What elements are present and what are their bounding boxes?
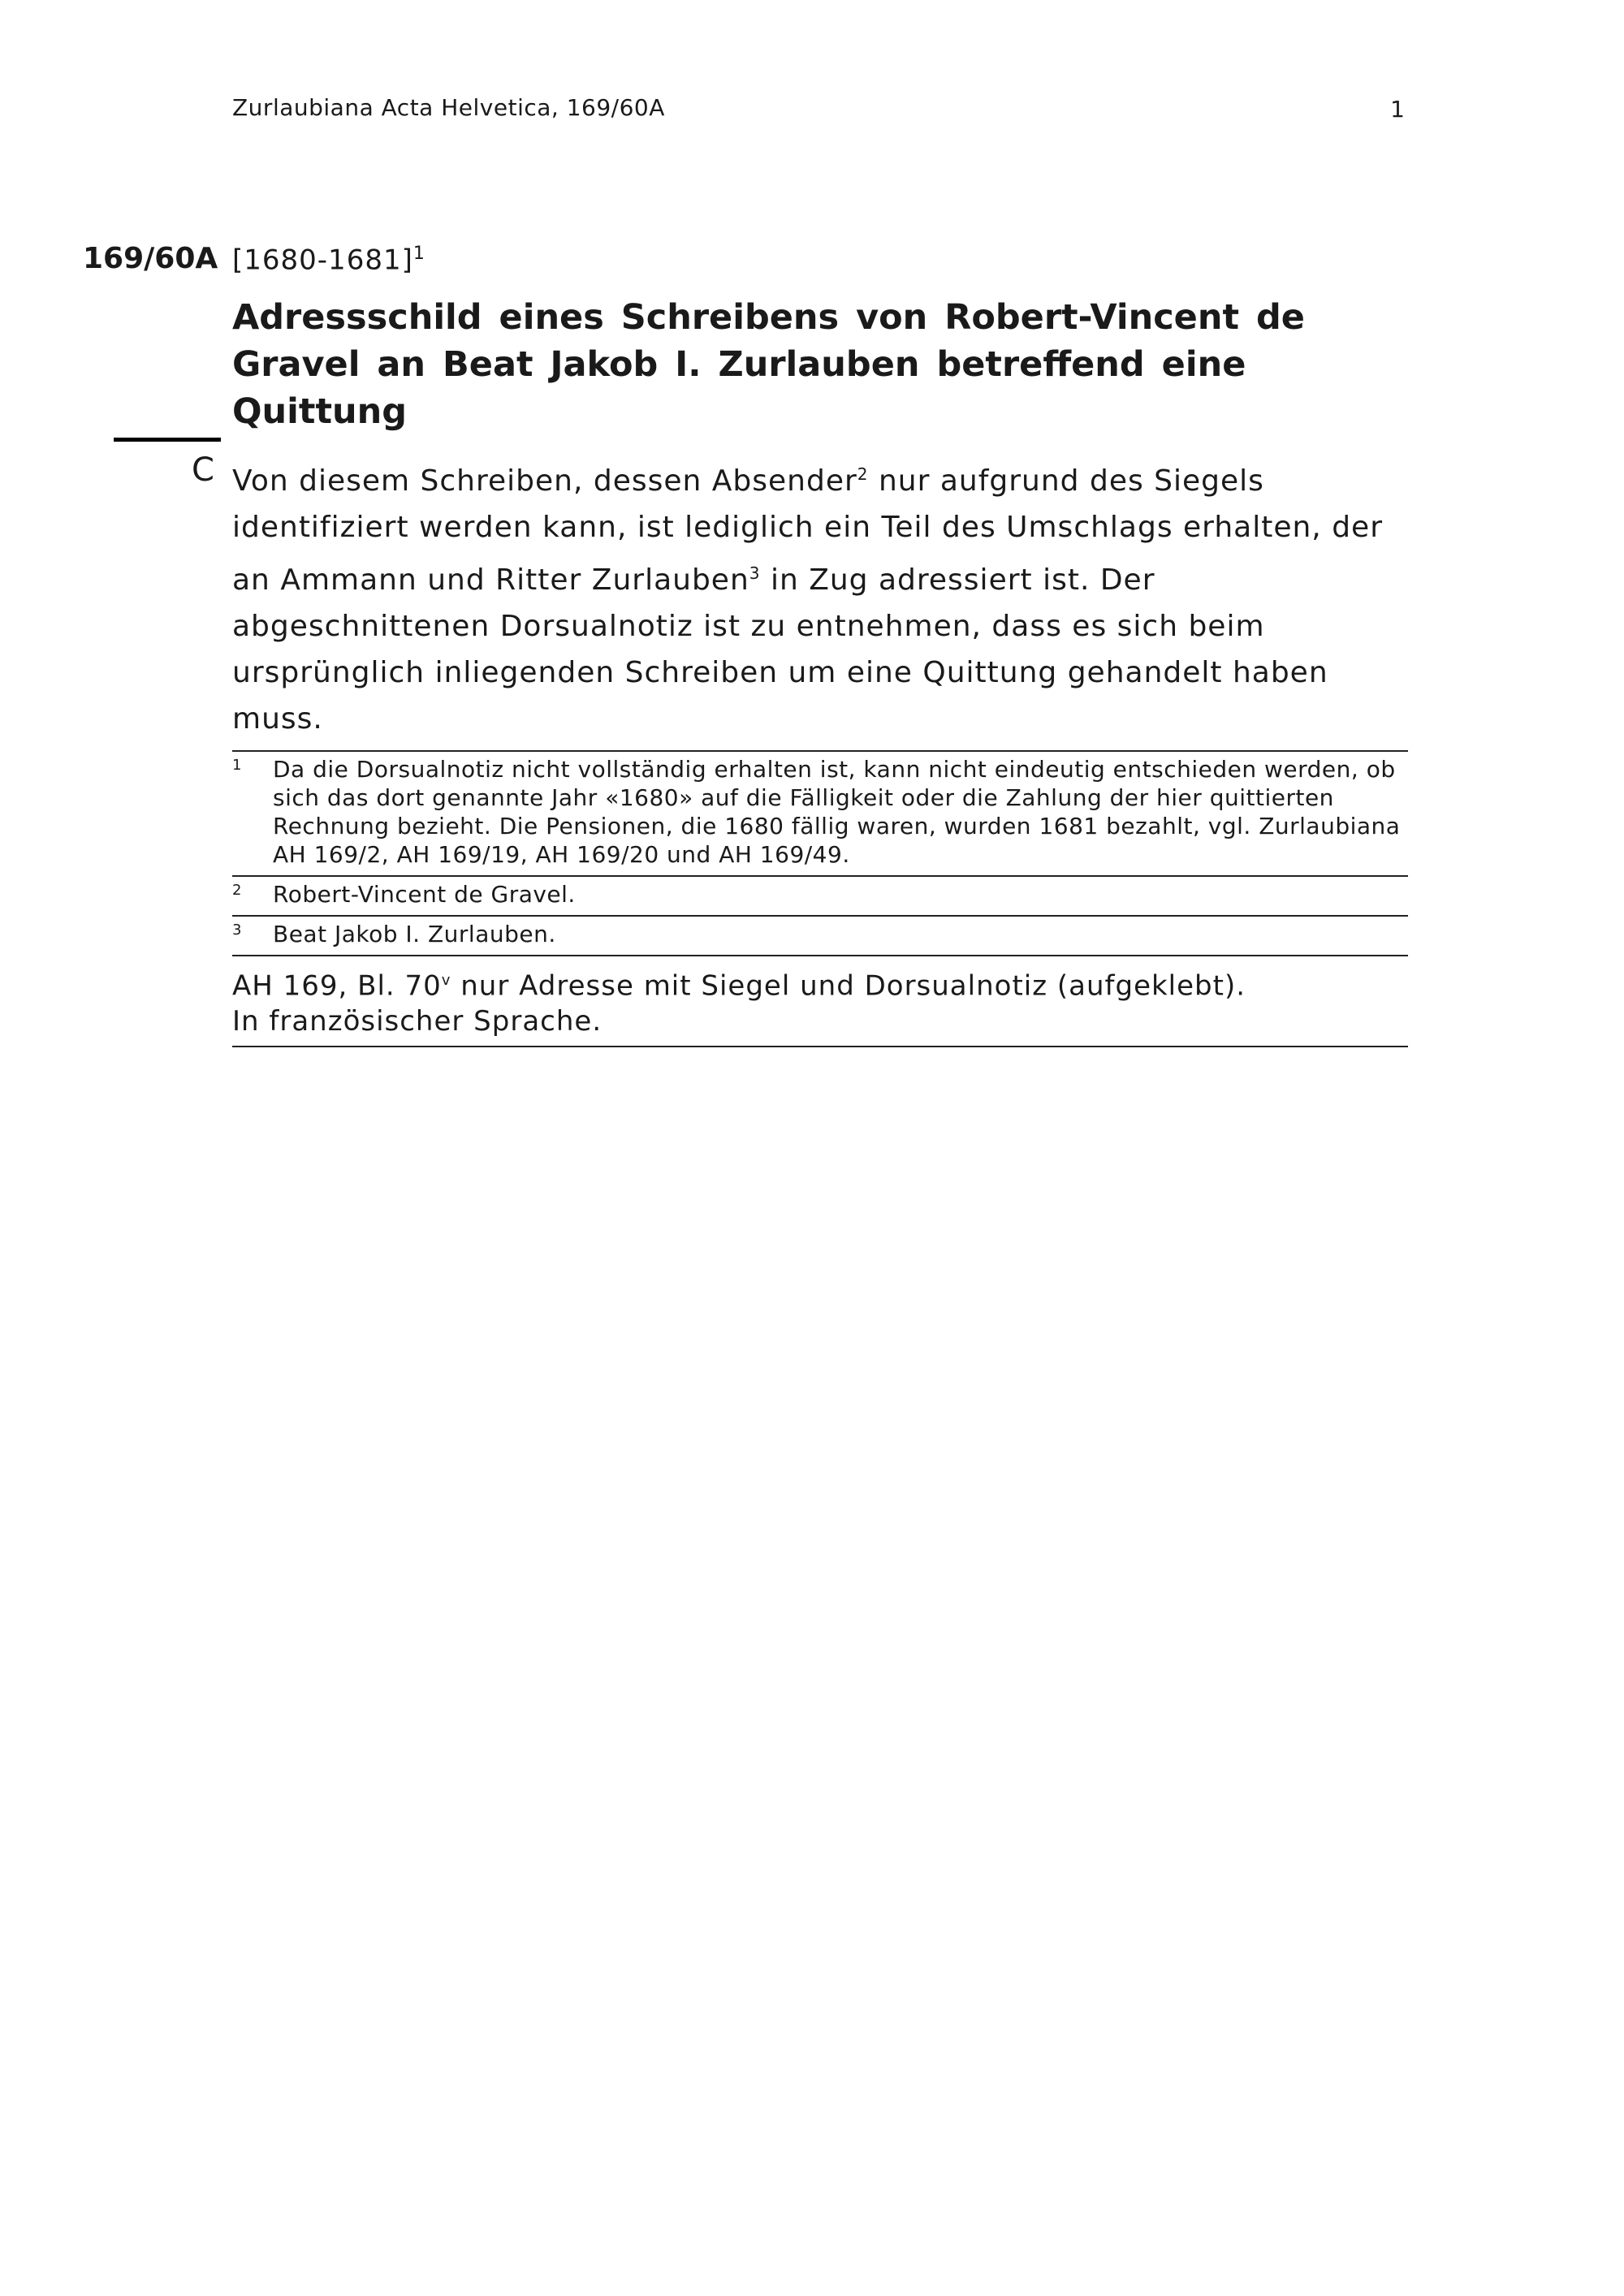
footnote-text: Da die Dorsualnotiz nicht vollständig erhalten ist, kann nicht eindeutig entschieden werden, ob sich das dort genannte Jahr «1680» auf die Fälligkeit oder die Zahlung der hier quittierten Rechnung bezieht. Die Pensionen, die 1680 fällig waren, wurden 1681 bezahlt, vgl. Zurlaubiana AH 169/2, AH 169/19, AH 169/20 und AH 169/49. (273, 756, 1401, 868)
footnote-number: 1 (232, 757, 242, 774)
document-title: Adressschild eines Schreibens von Robert-Vincent de Gravel an Beat Jakob I. Zurlauben betreffend eine Quittung (232, 297, 1305, 432)
document-id: 169/60A (83, 242, 218, 275)
page-number: 1 (1390, 96, 1405, 123)
footnote-ref-2: 2 (857, 464, 869, 484)
source-note (232, 956, 1408, 1046)
source-shelfmark: AH 169, Bl. 70 (232, 969, 442, 1003)
summary-text-2: nur aufgrund des Siegels identifiziert werden kann, ist lediglich ein Teil des Umschlags erhalten, der an Ammann und Ritter Zurlauben (232, 464, 1383, 597)
summary-text-1: Von diesem Schreiben, dessen Absender (232, 464, 857, 498)
date-text: [1680-1681] (232, 244, 413, 277)
footnotes (232, 750, 1408, 1047)
footnote-number: 3 (232, 921, 242, 939)
footnote (232, 877, 1408, 915)
footnote-text: Robert-Vincent de Gravel. (273, 881, 576, 908)
footnote (232, 752, 1408, 875)
summary-marker: C (192, 451, 214, 489)
source-language: In französischer Sprache. (232, 1005, 603, 1038)
summary-paragraph (232, 451, 1418, 742)
running-title: Zurlaubiana Acta Helvetica, 169/60A (232, 94, 665, 121)
source-bottom-rule (232, 1046, 1408, 1047)
footnote-ref-3: 3 (749, 563, 761, 583)
footnote-number: 2 (232, 882, 242, 899)
margin-divider (114, 438, 221, 442)
summary-text-3: in Zug adressiert ist. Der abgeschnittenen Dorsualnotiz ist zu entnehmen, dass es sich beim ursprünglich inliegenden Schreiben um eine Quittung gehandelt haben muss. (232, 563, 1328, 736)
source-line-1 (232, 963, 1408, 1003)
verso-mark: v (441, 972, 451, 989)
source-description: nur Adresse mit Siegel und Dorsualnotiz (aufgeklebt). (451, 969, 1246, 1003)
footnote (232, 917, 1408, 955)
date-footnote-ref: 1 (412, 244, 425, 264)
footnote-text: Beat Jakob I. Zurlauben. (273, 921, 556, 947)
document-date (232, 244, 425, 276)
